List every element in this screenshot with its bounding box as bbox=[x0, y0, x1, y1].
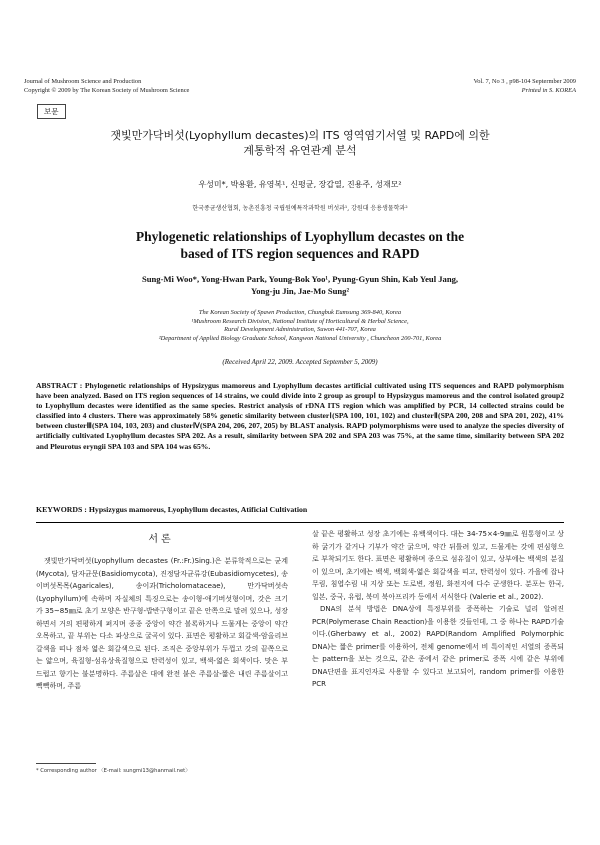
copyright-line: Copyright © 2009 by The Korean Society of Mushroom Science bbox=[24, 87, 190, 94]
english-authors-line2: Yong-ju Jin, Jae-Mo Sung² bbox=[250, 286, 350, 296]
keywords: KEYWORDS : Hypsizygus mamoreus, Lyophyllum decastes, Atificial Cultivation bbox=[36, 505, 308, 514]
received-dates: (Received April 22, 2009. Accepted September 5, 2009) bbox=[222, 358, 378, 366]
volume-info: Vol. 7, No 3 , p98-104 Septermber 2009 bbox=[473, 78, 576, 85]
affiliation-2: ¹Mushroom Research Division, National Institute of Horticultural & Herbal Science, bbox=[191, 317, 409, 325]
footnote-corresponding-author: * Corresponding author 〈E-mail: sungmi13@hanmail.net〉 bbox=[36, 768, 191, 774]
right-column bbox=[312, 528, 564, 691]
left-column bbox=[36, 555, 288, 693]
footnote-rule bbox=[36, 763, 96, 764]
english-title-line1: Phylogenetic relationships of Lyophyllum decastes on the bbox=[135, 229, 465, 244]
english-authors-line1: Sung-Mi Woo*, Yong-Hwan Park, Young-Bok Yoo¹, Pyung-Gyun Shin, Kab Yeul Jang, bbox=[141, 274, 459, 284]
affiliation-3: Rural Development Administration, Suwon 441-707, Korea bbox=[224, 326, 376, 333]
abstract: ABSTRACT : Phylogenetic relationships of Hypsizygus mamoreus and Lyophyllum decastes artificial cultivated using ITS sequences and RAPD polymorphism have been analyzed. Based on ITS region sequences of 14 strains, we could divide into 2 group as groupⅠ to Hypsizygus mamoreus and the control isolated group2 to Lyophyllum decastes were identified as the same species. Restrict analysis of rDNA ITS region which was amplified by PCR, 14 collected strains could be classified into 4 clusters. There was approximately 58% genetic similarity between clusterⅠ(SPA 100, 101, 102) and clusterⅡ(SPA 200, 208 and SPA 201, 202), 41% between clusterⅢ(SPA 104, 103, 203) and clusterⅣ(SPA 204, 206, 207, 205) by BLAST analysis. RAPD polymorphisms were used to analyze the species diversity of artificially cultivated Lyophyllum decastes SPA 202. As a result, similarity between SPA 202 and SPA 203 was 75%, at the same time, similarity between SPA 202 and Pleurotus eryngii SPA 103 and SPA 104 was 65%. bbox=[36, 381, 564, 451]
korean-title-line1: 잿빛만가닥버섯(Lyophyllum decastes)의 ITS 영역염기서열 및 RAPD에 의한 bbox=[110, 129, 490, 142]
printed-in: Printed in S. KOREA bbox=[521, 87, 576, 94]
intro-paragraph-continued: 살 끝은 평활하고 성장 초기에는 유백색이다. 대는 34-75×4-9㎜로 원통형이고 상하 굵기가 같거나 기부가 약간 굵으며, 약간 뒤틀려 있고, 드물게는 갓에 편심형으로 부착되기도 한다. 표면은 평활하며 종으로 섬유질이 있고, 상부에는 백색의 분질이 있으며, 초기에는 백색, 백회색-엷은 회갈색을 띠고, 탄력성이 있다. 가을에 잡나무림, 침엽수림 내 지상 또는 도로변, 정원, 화전지에 다수 군생한다. 분포는 한국, 일본, 중국, 유럽, 북미 북아프리카 등에서 서식한다 (Valerie et al., 2002). bbox=[312, 530, 564, 601]
section-heading-introduction: 서론 bbox=[148, 534, 174, 545]
korean-title-line2: 계통학적 유연관계 분석 bbox=[243, 144, 357, 157]
section-divider bbox=[36, 522, 564, 523]
intro-paragraph-2: DNA의 분석 방법은 DNA상에 특정부위를 증폭하는 기술로 널리 알려진 PCR(Polymerase Chain Reaction)을 이용한 것들인데, 그 중 하나는 RAPD기술이다.(Gherbawy et al., 2002) RAPD(Random Amplified Polymorphic DNA)는 짧은 primer를 이용하여, 전체 genome에서 비 특이적인 서열의 증폭되는 pattern을 보는 것으로, 같은 종에서 같은 primer로 증폭 시에 같은 부위에 DNA단편을 표지인자로 사용할 수 있다고 보고되어, random primer를 이용한 PCR bbox=[312, 605, 564, 688]
affiliation-4: ²Department of Applied Biology Graduate School, Kangwon National University , Chuncheon 200-701, Korea bbox=[158, 334, 442, 342]
intro-paragraph-1: 잿빛만가닥버섯(Lyophyllum decastes (Fr.:Fr.)Sing.)은 분류학적으로는 균계(Mycota), 담자균문(Basidiomycota), 진정담자균류강(Eubasidiomycetes), 송이버섯목목(Agaricales), 송이과(Tricholomataceae), 만가닥버섯속(Lyophyllum)에 속하며 자실체의 특징으로는 송이형-애기버섯형이며, 갓은 크기가 35~85㎜로 초기 모양은 반구형-밥반구형이고 끝은 안쪽으로 말려 있으나, 성장하면서 거의 편평하게 펴지며 종종 중앙이 약간 볼록하거나 드물게는 중앙이 약간 오목하고, 끝 부위는 다소 파상으로 굴곡이 있다. 표면은 평활하고 회갈색-암올리브갈색을 띠나 점차 엷은 회갈색으로 된다. 조직은 중앙부위가 두껍고 갓의 끝쪽으로는 얇으며, 육질형-섬유상육질형으로 탄력성이 있고, 백색-엷은 회색이다. 맛은 부드럽고 향기는 불분명하다. 주름살은 대에 완전 붙은 주름살-짧은 내린 주름살이고 빽빽하며, 주름 bbox=[36, 557, 288, 690]
journal-name: Journal of Mushroom Science and Production bbox=[24, 78, 142, 85]
article-type-label: 보문 bbox=[37, 104, 66, 119]
korean-affiliations: 한국종균생산협회, 농촌진흥청 국립원예특작과학원 버섯과¹, 강원대 응용생물학과² bbox=[192, 205, 408, 212]
english-title-line2: based of ITS region sequences and RAPD bbox=[180, 246, 420, 261]
affiliation-1: The Korean Society of Spawn Production, Chungbuk Eumsung 369-840, Korea bbox=[198, 309, 402, 316]
korean-authors: 우성미*, 박용환, 유영복¹, 신평균, 장갑열, 진용주, 성재모² bbox=[198, 180, 402, 189]
